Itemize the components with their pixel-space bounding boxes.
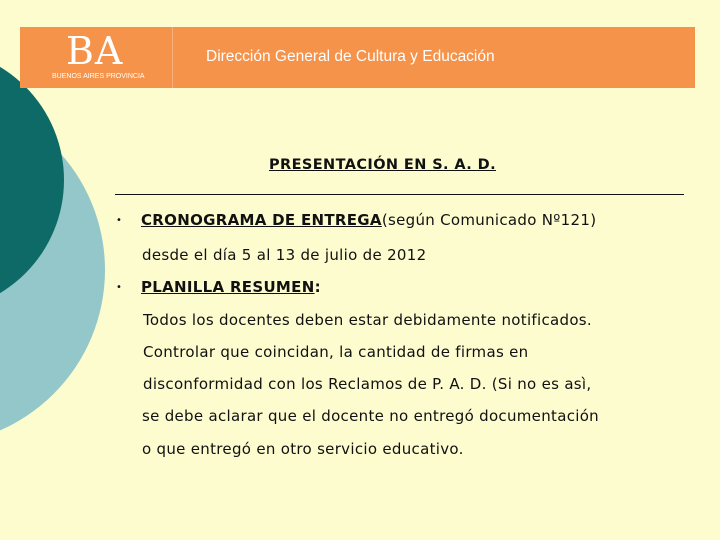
item-label: CRONOGRAMA DE ENTREGA: [141, 211, 382, 229]
item-label: PLANILLA RESUMEN: [141, 278, 315, 296]
list-item-text: Controlar que coincidan, la cantidad de firmas en: [143, 343, 529, 361]
bullet: •: [116, 215, 122, 226]
logo-text: BA: [66, 29, 124, 73]
list-item-title: [141, 278, 321, 296]
list-item-text: o que entregó en otro servicio educativo.: [142, 440, 464, 458]
logo-subtitle: BUENOS AIRES PROVINCIA: [52, 73, 145, 80]
item-suffix: (según Comunicado Nº121): [381, 211, 597, 229]
bullet: •: [116, 282, 122, 293]
page-heading: PRESENTACIÓN EN S. A. D.: [269, 157, 496, 173]
list-item-text: disconformidad con los Reclamos de P. A. D. (Si no es asì,: [143, 375, 592, 393]
logo: [20, 27, 173, 88]
item-suffix: :: [314, 278, 321, 296]
heading-divider: [115, 194, 684, 195]
header-banner: [20, 27, 695, 88]
list-item-text: Todos los docentes deben estar debidamente notificados.: [143, 311, 592, 329]
list-item-text: desde el día 5 al 13 de julio de 2012: [142, 246, 427, 264]
list-item-title: [141, 211, 596, 229]
list-item-text: se debe aclarar que el docente no entregó documentación: [142, 407, 599, 425]
header-title: Dirección General de Cultura y Educación: [206, 48, 495, 65]
